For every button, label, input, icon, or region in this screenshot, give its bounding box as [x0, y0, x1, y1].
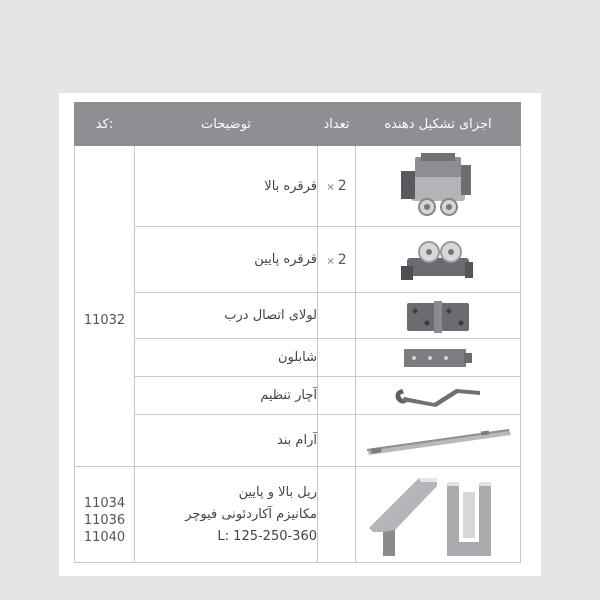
- description-template: شابلون: [135, 339, 318, 377]
- qty-empty: [318, 467, 356, 563]
- header-code: کد:: [75, 103, 135, 146]
- adjust-wrench-icon: [356, 377, 521, 415]
- description-soft-close: آرام بند: [135, 415, 318, 467]
- description-rails: [135, 467, 318, 563]
- rail-code: 11040: [83, 530, 126, 545]
- parts-table: [74, 102, 521, 563]
- table-row: [75, 467, 521, 563]
- description-wrench: آچار تنظیم: [135, 377, 318, 415]
- table-row: [75, 415, 521, 467]
- qty-empty: [318, 377, 356, 415]
- soft-close-icon: [356, 415, 521, 467]
- code-cell-rails: [75, 467, 135, 563]
- times-sign: ×: [326, 255, 335, 267]
- parts-card: [59, 93, 541, 576]
- rail-line-1: ریل بالا و پایین: [238, 484, 317, 500]
- top-roller-icon: [356, 146, 521, 227]
- description-door-hinge: لولای اتصال درب: [135, 293, 318, 339]
- table-row: [75, 339, 521, 377]
- qty-value: 2: [337, 178, 347, 194]
- times-sign: ×: [326, 182, 335, 193]
- description-top-roller: قرقره بالا: [135, 146, 318, 227]
- bottom-roller-icon: [356, 227, 521, 293]
- qty-bottom-roller: [318, 227, 356, 293]
- rail-code: 11036: [83, 513, 126, 528]
- header-description: توضیحات: [135, 103, 318, 146]
- code-hardware-set: 11032: [83, 312, 126, 328]
- qty-value: 2: [337, 251, 347, 268]
- template-plate-icon: [356, 339, 521, 377]
- table-row: [75, 377, 521, 415]
- rail-length: L: 125-250-360: [217, 528, 317, 544]
- code-cell-hardware: [75, 146, 135, 467]
- qty-top-roller: [318, 146, 356, 227]
- table-row: [75, 146, 521, 227]
- header-components: اجزای تشکیل دهنده: [356, 103, 521, 146]
- rail-profiles-icon: [356, 467, 521, 563]
- rail-line-2: مکانیزم آکاردئونی فیوچر: [185, 506, 317, 522]
- table-row: [75, 293, 521, 339]
- door-hinge-icon: [356, 293, 521, 339]
- rail-code: 11034: [83, 496, 126, 511]
- qty-empty: [318, 339, 356, 377]
- table-header-row: [75, 103, 521, 146]
- qty-empty: [318, 293, 356, 339]
- qty-empty: [318, 415, 356, 467]
- description-bottom-roller: قرقره پایین: [135, 227, 318, 293]
- rail-codes: [75, 483, 134, 546]
- table-row: [75, 227, 521, 293]
- header-quantity: تعداد: [318, 103, 356, 146]
